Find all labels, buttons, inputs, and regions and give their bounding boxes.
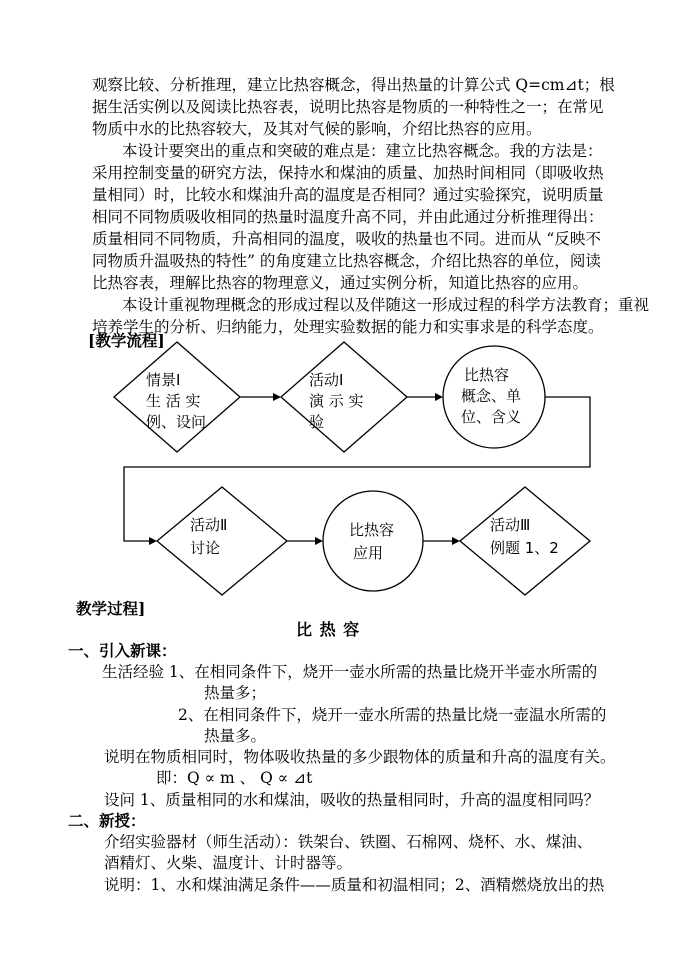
node-3-line-1: 比热容 (464, 366, 510, 384)
node-1-line-3: 例、设问 (146, 413, 207, 431)
intro-line-12: 培养学生的分析、归纳能力，处理实验数据的能力和实事求是的科学态度。 (92, 318, 604, 336)
node-3-line-2: 概念、单 (461, 387, 522, 405)
question-1: 设问 1、质量相同的水和煤油，吸收的热量相同时，升高的温度相同吗？ (104, 791, 600, 809)
section-1-heading: 一、引入新课： (68, 641, 177, 660)
arrow-head-2 (435, 393, 443, 401)
lesson-title: 比 热 容 (296, 620, 361, 639)
arrow-head-5 (452, 537, 460, 545)
node-1-line-1: 情景Ⅰ (146, 371, 181, 389)
node-4-line-1: 活动Ⅱ (190, 516, 228, 534)
note-line: 说明：1、水和煤油满足条件——质量和初温相同；2、酒精燃烧放出的热 (104, 876, 605, 894)
equipment-line-2: 酒精灯、火柴、温度计、计时器等。 (104, 854, 353, 872)
node-5-line-1: 比热容 (349, 521, 395, 539)
intro-line-3: 物质中水的比热容较大，及其对气候的影响，介绍比热容的应用。 (92, 120, 542, 138)
life-experience-1: 生活经验 1、在相同条件下，烧开一壶水所需的热量比烧开半壶水所需的 (102, 663, 598, 681)
intro-line-6: 量相同）时，比较水和煤油升高的温度是否相同？通过实验探究，说明质量 (92, 186, 604, 204)
node-3-line-3: 位、含义 (461, 408, 522, 426)
life-experience-2-cont: 热量多。 (204, 727, 267, 745)
node-4-line-2: 讨论 (190, 539, 221, 557)
arrow-head-1 (273, 393, 281, 401)
equipment-line-1: 介绍实验器材（师生活动）：铁架台、铁圈、石棉网、烧杯、水、煤油、 (104, 833, 593, 851)
intro-line-2: 据生活实例以及阅读比热容表，说明比热容是物质的一种特性之一；在常见 (92, 98, 604, 116)
intro-line-5: 采用控制变量的研究方法，保持水和煤油的质量、加热时间相同（即吸收热 (92, 164, 604, 182)
explanation: 说明在物质相同时，物体吸收热量的多少跟物体的质量和升高的温度有关。 (104, 748, 616, 766)
intro-line-11: 本设计重视物理概念的形成过程以及伴随这一形成过程的科学方法教育；重视 (122, 296, 650, 314)
node-5-line-2: 应用 (353, 544, 384, 562)
flow-heading: [教学流程] (88, 331, 165, 350)
arrow-head-3 (149, 537, 157, 545)
node-6-line-1: 活动Ⅲ (490, 516, 531, 534)
life-experience-1-cont: 热量多； (204, 684, 267, 702)
intro-line-8: 质量相同不同物质，升高相同的温度，吸收的热量也不同。进而从 “反映不 (92, 230, 601, 248)
flow-node-5-circle (323, 491, 423, 591)
node-2-line-1: 活动Ⅰ (309, 371, 344, 389)
intro-line-10: 比热容表，理解比热容的物理意义，通过实例分析，知道比热容的应用。 (92, 274, 589, 292)
life-experience-2: 2、在相同条件下，烧开一壶水所需的热量比烧一壶温水所需的 (178, 706, 607, 724)
intro-line-9: 同物质升温吸热的特性” 的角度建立比热容概念，介绍比热容的单位，阅读 (92, 252, 601, 270)
formula: 即：Q ∝ m 、 Q ∝ ⊿t (156, 769, 313, 787)
node-2-line-2: 演 示 实 (309, 392, 364, 410)
node-2-line-3: 验 (309, 413, 325, 431)
node-1-line-2: 生 活 实 (146, 392, 201, 410)
intro-line-7: 相同不同物质吸收相同的热量时温度升高不同，并由此通过分析推理得出： (92, 208, 604, 226)
section-2-heading: 二、新授： (68, 811, 146, 830)
intro-line-4: 本设计要突出的重点和突破的难点是：建立比热容概念。我的方法是： (122, 142, 603, 160)
intro-line-1: 观察比较、分析推理，建立比热容概念，得出热量的计算公式 Q=cm⊿t；根 (92, 76, 615, 94)
arrow-head-4 (315, 537, 323, 545)
process-heading: 教学过程] (76, 599, 146, 618)
flow-node-4-diamond (157, 487, 287, 595)
node-6-line-2: 例题 1、2 (490, 539, 559, 557)
